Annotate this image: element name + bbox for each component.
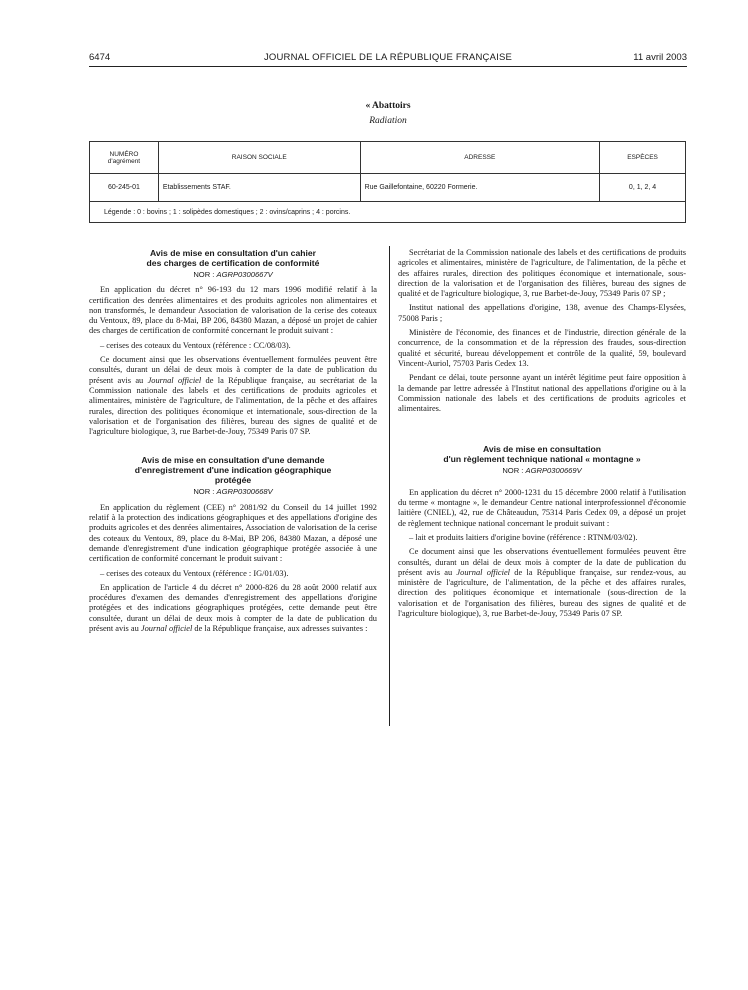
text-segment: Ce document ainsi que les observations éventuellement formulées peuvent être consultés, durant un délai de deux mois à compter de la date de publication du présent avis au <box>398 547 686 577</box>
journal-title: JOURNAL OFFICIEL DE LA RÉPUBLIQUE FRANÇAISE <box>263 52 513 63</box>
avis-montagne-paragraph-3 <box>398 547 686 619</box>
nor-code: AGRP0300669V <box>525 466 582 476</box>
nor-code: AGRP0300668V <box>216 487 273 497</box>
avis-igp-paragraph-3 <box>89 583 377 634</box>
header-rule <box>89 66 687 67</box>
page-header <box>89 52 687 66</box>
avis-cahier-paragraph-3 <box>89 355 377 437</box>
publication-date: 11 avril 2003 <box>633 52 687 63</box>
nor-label: NOR : <box>193 270 217 279</box>
column-divider <box>389 246 390 726</box>
address-secretariat: Secrétariat de la Commission nationale des labels et des certifications de produits agricoles et alimentaires, ministère de l'agriculture, de l'alimentation, de la pêche et des affaires rurales, direction des politiques économique et internationale, sous-direction de la valorisation et de l'organisation des filières, bureau des signes de qualité et de l'agriculture biologique, 3, rue Barbet-de-Jouy, 75349 Paris 07 SP ; <box>398 248 686 299</box>
avis-cahier-title-line1: Avis de mise en consultation d'un cahier <box>149 248 316 258</box>
cell-adresse: Rue Gaillefontaine, 60220 Formerie. <box>360 174 600 202</box>
avis-igp-paragraph-1: En application du règlement (CEE) n° 2081/92 du Conseil du 14 juillet 1992 relatif à la protection des indications géographiques et des appellations d'origine des produits agricoles et des denrées alimentaires, Association de valorisation de la cerise des coteaux du Ventoux, 89, place du 8-Mai, BP 206, 84380 Mazan, a déposé une demande d'enregistrement d'une indication géographique protégée associée à une certification de conformité concernant le produit suivant : <box>89 502 377 564</box>
avis-igp-title-line3: protégée <box>214 475 252 486</box>
avis-igp-title-line1: Avis de mise en consultation d'une demande <box>141 455 325 466</box>
spacer <box>89 441 377 455</box>
table-header-row <box>90 142 686 174</box>
avis-cahier-nor <box>89 270 377 280</box>
spacer <box>398 418 686 444</box>
avis-cahier-paragraph-1: En application du décret n° 96-193 du 12 mars 1996 modifié relatif à la certification des denrées alimentaires et des produits agricoles non alimentaires et non transformés, le demandeur Association de valorisation de la cerise des coteaux du Ventoux, 89, place du 8-Mai, BP 206, 84380 Mazan, a déposé un projet de cahier des charges de certification de conformité concernant le produit suivant : <box>89 285 377 336</box>
avis-montagne-title-line1: Avis de mise en consultation <box>482 444 602 455</box>
avis-montagne-title <box>398 444 686 464</box>
abattoirs-table <box>89 141 686 223</box>
header-especes: ESPÈCES <box>600 142 686 174</box>
header-numero-line2: d'agrément <box>107 157 141 165</box>
text-segment: En application de l'article 4 du décret n° 2000-826 du 28 août 2000 relatif aux procédures d'examen des demandes d'enregistrement des appellations d'origine protégées et des indications géographiques protégées, cette demande peut être consultée, durant un délai de deux mois à compter de la date de publication du présent avis au <box>89 582 377 634</box>
avis-montagne-title-line2: d'un règlement technique national « montagne » <box>443 454 641 465</box>
opposition-paragraph: Pendant ce délai, toute personne ayant un intérêt légitime peut faire opposition à la demande par lettre adressée à l'Institut national des appellations d'origine ou à la Commission nationale des labels et des certifications de produits agricoles et alimentaires. <box>398 373 686 414</box>
left-column <box>89 248 377 638</box>
table-legend-row <box>90 202 686 223</box>
avis-igp-title <box>89 455 377 485</box>
address-ministere-economie: Ministère de l'économie, des finances et de l'industrie, direction générale de la concurrence, de la consommation et de la répression des fraudes, sous-direction qualité et sécurité, bureau développement et contrôle de la qualité, 59, boulevard Vincent-Auriol, 75703 Paris Cedex 13. <box>398 328 686 368</box>
avis-montagne-paragraph-2: – lait et produits laitiers d'origine bovine (référence : RTNM/03/02). <box>409 532 638 542</box>
nor-label: NOR : <box>193 487 217 497</box>
avis-igp-title-line2: d'enregistrement d'une indication géographique <box>134 465 332 476</box>
header-adresse: ADRESSE <box>360 142 600 174</box>
section-subtitle: Radiation <box>369 116 407 126</box>
avis-montagne-nor <box>398 466 686 476</box>
header-raison-sociale: RAISON SOCIALE <box>158 142 360 174</box>
right-column <box>398 248 686 623</box>
avis-montagne-paragraph-1: En application du décret n° 2000-1231 du 15 décembre 2000 relatif à l'utilisation du terme « montagne », le demandeur Centre national interprofessionnel d'économie laitière (CNIEL), 42, rue de Châteaudun, 75314 Paris Cedex 09, a déposé un projet de règlement technique national concernant le produit suivant : <box>398 487 686 528</box>
text-segment: de la République française, aux adresses suivantes : <box>192 624 368 634</box>
text-segment: de la République française, au secrétariat de la Commission nationale des labels et des certifications de produits agricoles et alimentaires, ministère de l'agriculture, de l'alimentation, de la pêche et des affaires rurales, direction des politiques économique et internationale, sous-direction de la valorisation et de l'organisation des filières, bureau des signes de qualité et de l'agriculture biologique, 3, rue Barbet-de-Jouy, 75349 Paris 07 SP. <box>89 375 377 437</box>
section-title: « Abattoirs <box>365 101 411 111</box>
avis-cahier-title <box>89 248 377 268</box>
nor-code: AGRP0300667V <box>216 270 273 279</box>
journal-officiel-italic: Journal officiel <box>140 624 193 634</box>
nor-label: NOR : <box>502 466 526 476</box>
table-legend: Légende : 0 : bovins ; 1 : solipèdes domestiques ; 2 : ovins/caprins ; 4 : porcins. <box>90 202 686 223</box>
avis-cahier-title-line2: des charges de certification de conformité <box>146 258 320 268</box>
journal-officiel-italic: Journal officiel <box>147 375 202 385</box>
cell-raison-sociale: Etablissements STAF. <box>158 174 360 202</box>
avis-cahier-paragraph-2: – cerises des coteaux du Ventoux (référence : CC/08/03). <box>100 340 291 350</box>
table-row <box>90 174 686 202</box>
header-numero <box>90 142 159 174</box>
header-numero-line1: NUMÉRO <box>109 150 139 158</box>
cell-especes: 0, 1, 2, 4 <box>600 174 686 202</box>
text-segment: Ce document ainsi que les observations éventuellement formulées peuvent être consultés, durant un délai de deux mois à compter de la date de publication du présent avis au <box>89 355 377 385</box>
cell-numero: 60-245-01 <box>90 174 159 202</box>
avis-igp-paragraph-2: – cerises des coteaux du Ventoux (référence : IG/01/03). <box>100 568 289 578</box>
address-inao: Institut national des appellations d'origine, 138, avenue des Champs-Elysées, 75008 Paris ; <box>398 303 686 323</box>
page-number: 6474 <box>89 52 111 63</box>
journal-officiel-italic: Journal officiel <box>456 567 511 577</box>
text-segment: de la République française, sur rendez-vous, au ministère de l'agriculture, de l'alimentation, de la pêche et des affaires rurales, direction des politiques économique et internationale (sous-direction de la valorisation et de l'organisation des filières, bureau des signes de qualité et de l'agriculture biologique), 3, rue Barbet-de-Jouy, 75349 Paris 07 SP. <box>398 567 686 619</box>
avis-igp-nor <box>89 487 377 497</box>
